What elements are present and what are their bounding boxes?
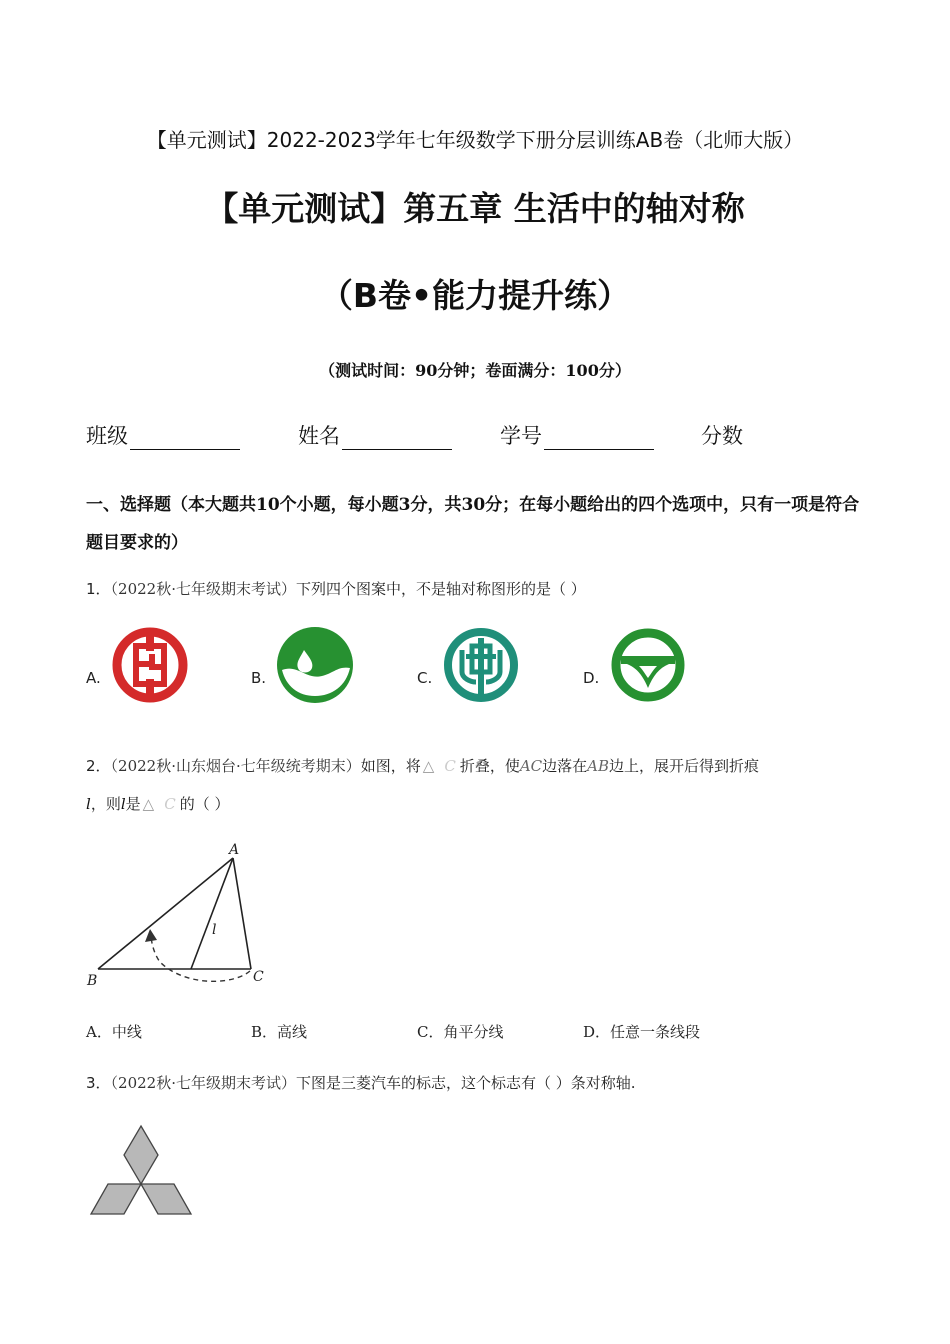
name-field[interactable] xyxy=(298,420,452,450)
question-text: 折叠，使 xyxy=(459,757,520,775)
question-text: 边落在 xyxy=(542,757,588,775)
option-d[interactable]: D．任意一条线段 xyxy=(583,1023,701,1041)
option-b-label: B. xyxy=(251,669,267,687)
score-field xyxy=(701,420,743,450)
score-label: 分数 xyxy=(701,424,743,448)
question-3 xyxy=(86,1072,636,1093)
option-a[interactable]: A．中线 xyxy=(86,1023,142,1041)
question-source: （2022秋·七年级期末考试） xyxy=(110,1074,296,1092)
class-label: 班级 xyxy=(86,424,128,448)
label-c: C xyxy=(253,969,264,985)
class-field[interactable] xyxy=(86,420,240,450)
option-c[interactable]: C．角平分线 xyxy=(417,1023,504,1041)
triangle-symbol: △ xyxy=(422,757,435,775)
triangle-figure xyxy=(82,838,282,997)
series-title: 【单元测试】2022-2023学年七年级数学下册分层训练AB卷（北师大版） xyxy=(146,128,804,152)
label-b: B xyxy=(87,973,98,989)
chapter-title: 【单元测试】第五章 生活中的轴对称 xyxy=(205,189,745,228)
triangle-tail: C xyxy=(444,757,456,775)
test-info: （测试时间：90分钟；卷面满分：100分） xyxy=(319,361,631,380)
math-l: l xyxy=(86,795,91,813)
volume-title: （B卷•能力提升练） xyxy=(319,276,631,315)
question-number: 3． xyxy=(86,1074,111,1092)
fold-arc xyxy=(151,934,250,981)
label-a: A xyxy=(229,842,240,858)
option-a-label: A. xyxy=(86,669,101,687)
question-text: 下列四个图案中，不是轴对称图形的是（ ） xyxy=(296,580,586,598)
question-text: 的（ ） xyxy=(179,795,230,813)
section-heading: 一、选择题（本大题共10个小题，每小题3分，共30分；在每小题给出的四个选项中，只有一项是符合题目要求的） xyxy=(86,495,860,553)
question-number: 1． xyxy=(86,580,111,598)
student-id-field[interactable] xyxy=(500,420,654,450)
student-id-blank[interactable] xyxy=(544,429,654,450)
icbc-logo-icon xyxy=(111,626,189,704)
side-ac xyxy=(233,858,251,969)
option-c-label: C. xyxy=(417,669,433,687)
triangle-symbol: △ xyxy=(142,795,155,813)
question-text: 边上，展开后得到折痕 xyxy=(609,757,760,775)
option-d-label: D. xyxy=(583,669,600,687)
mitsubishi-logo xyxy=(88,1124,194,1224)
question-2-line-1 xyxy=(86,755,759,776)
question-text: ，则 xyxy=(90,795,121,813)
math-ab: AB xyxy=(587,757,610,775)
question-2-line-2 xyxy=(86,793,229,814)
water-drop-logo-icon xyxy=(276,626,354,704)
option-b[interactable]: B．高线 xyxy=(251,1023,308,1041)
arrow-icon xyxy=(145,929,157,942)
triangle-diagram xyxy=(82,838,282,993)
question-source: （2022秋·七年级期末考试） xyxy=(110,580,296,598)
option-a-logo[interactable] xyxy=(111,626,189,708)
abc-bank-logo-icon xyxy=(442,626,520,704)
math-l: l xyxy=(120,795,126,813)
question-1 xyxy=(86,578,586,599)
math-ac: AC xyxy=(519,757,543,775)
student-id-label: 学号 xyxy=(500,424,542,448)
question-text: 下图是三菱汽车的标志，这个标志有（ ）条对称轴. xyxy=(296,1074,636,1092)
label-l: l xyxy=(212,922,217,938)
question-source: （2022秋·山东烟台·七年级统考期末） xyxy=(110,757,361,775)
class-blank[interactable] xyxy=(130,429,240,450)
name-blank[interactable] xyxy=(342,429,452,450)
three-diamonds-icon xyxy=(88,1124,194,1220)
option-b-logo[interactable] xyxy=(276,626,354,708)
question-text: 是 xyxy=(125,795,141,813)
option-c-logo[interactable] xyxy=(442,626,520,708)
triangle-tail: C xyxy=(164,795,176,813)
question-text: 如图，将 xyxy=(360,757,421,775)
green-food-logo-icon xyxy=(609,626,687,704)
name-label: 姓名 xyxy=(298,424,340,448)
question-number: 2． xyxy=(86,757,111,775)
option-d-logo[interactable] xyxy=(609,626,687,708)
